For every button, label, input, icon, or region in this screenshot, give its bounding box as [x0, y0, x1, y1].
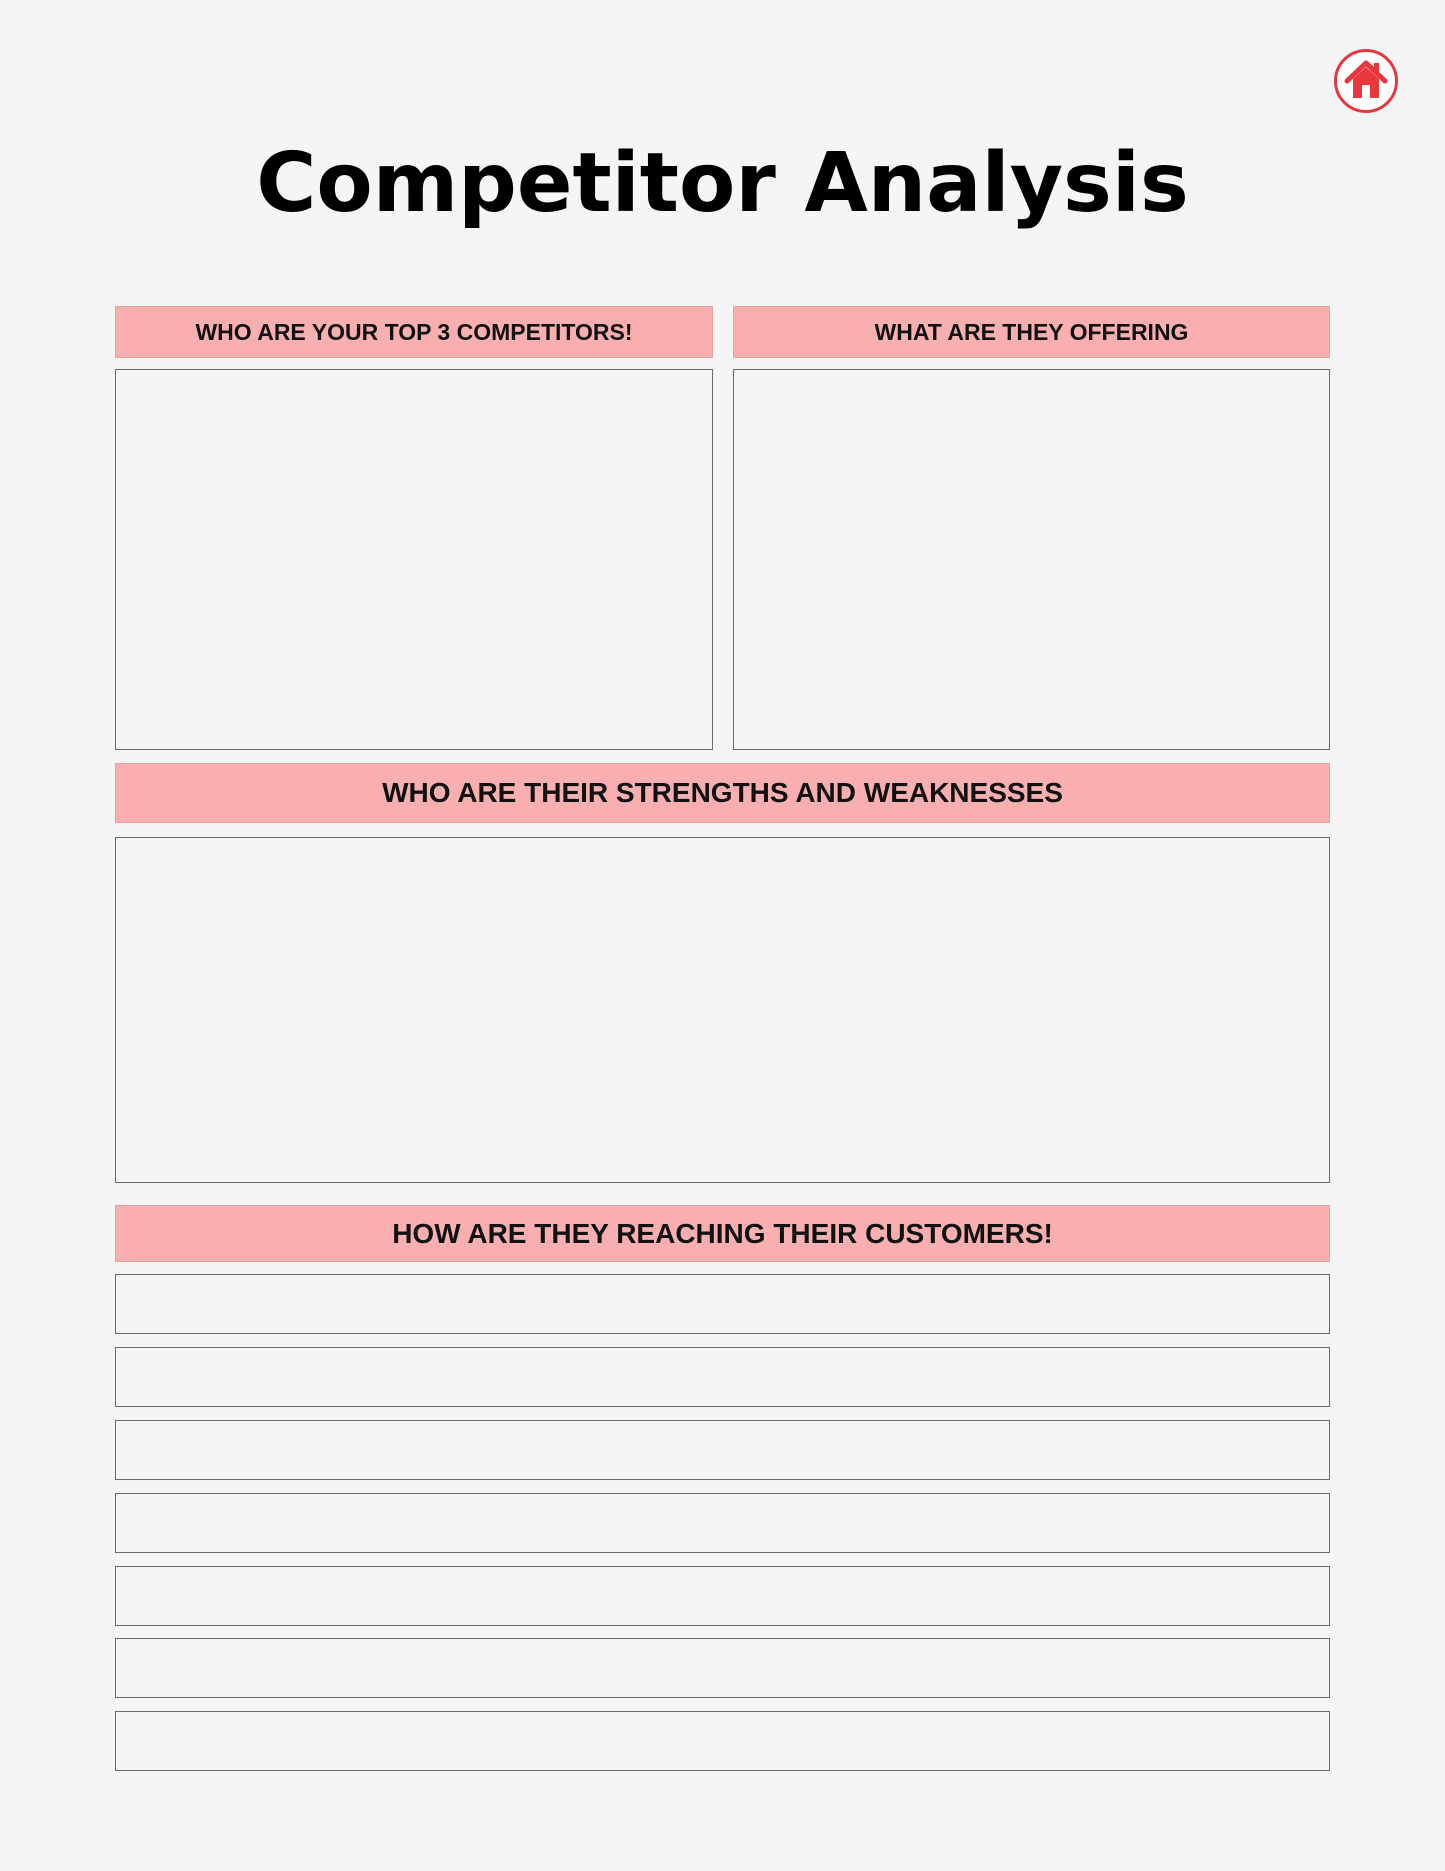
reaching-customers-line-6[interactable] [115, 1638, 1330, 1698]
reaching-customers-line-7[interactable] [115, 1711, 1330, 1771]
offering-box[interactable] [733, 369, 1330, 750]
strengths-weaknesses-heading: WHO ARE THEIR STRENGTHS AND WEAKNESSES [115, 763, 1330, 823]
home-icon [1333, 48, 1399, 114]
home-button[interactable] [1333, 48, 1399, 114]
strengths-weaknesses-box[interactable] [115, 837, 1330, 1183]
reaching-customers-heading: HOW ARE THEY REACHING THEIR CUSTOMERS! [115, 1205, 1330, 1262]
reaching-customers-line-5[interactable] [115, 1566, 1330, 1626]
page-title: Competitor Analysis [256, 136, 1189, 231]
offering-heading: WHAT ARE THEY OFFERING [733, 306, 1330, 358]
reaching-customers-line-3[interactable] [115, 1420, 1330, 1480]
reaching-customers-line-1[interactable] [115, 1274, 1330, 1334]
top-competitors-heading: WHO ARE YOUR TOP 3 COMPETITORS! [115, 306, 713, 358]
top-competitors-box[interactable] [115, 369, 713, 750]
reaching-customers-line-2[interactable] [115, 1347, 1330, 1407]
reaching-customers-line-4[interactable] [115, 1493, 1330, 1553]
